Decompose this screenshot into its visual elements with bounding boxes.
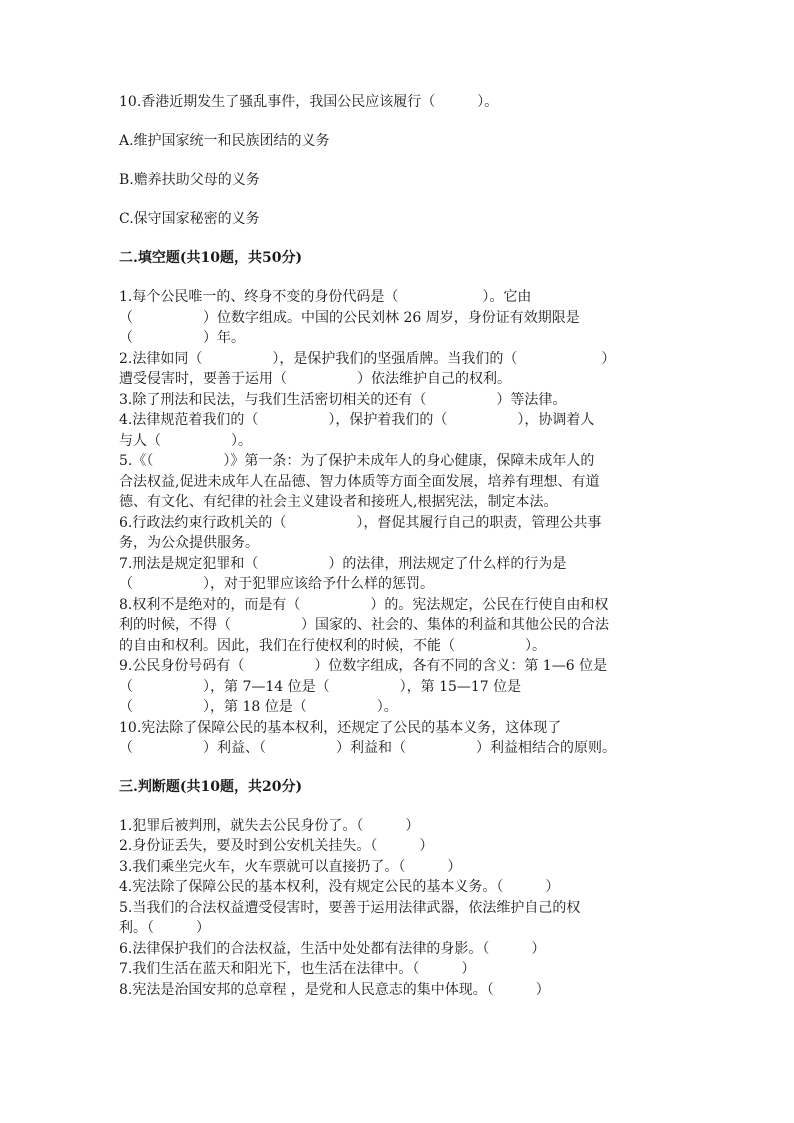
true-false-item (119, 939, 679, 960)
section-3-title: 三.判断题(共10题，共20分) (119, 778, 303, 795)
item-line: （ ）年。 (119, 330, 245, 346)
fill-blank-item (119, 718, 679, 759)
item-line: 5.当我们的合法权益遭受侵害时，要善于运用法律武器，依法维护自己的权 (119, 899, 581, 916)
item-line: 5.《（ ）》第一条：为了保护未成年人的身心健康，保障未成年人的 (119, 453, 595, 469)
option-b: B.赡养扶助父母的义务 (119, 172, 260, 188)
item-line: 的自由和权利。因此，我们在行使权利的时候，不能（ ）。 (119, 637, 546, 654)
true-false-list (119, 816, 679, 1001)
fill-blank-item (119, 595, 679, 657)
item-line: 德、有文化、有纪律的社会主义建设者和接班人,根据宪法，制定本法。 (119, 494, 558, 510)
fill-blank-item (119, 451, 679, 513)
item-line: 利的时候，不得（ ）国家的、社会的、集体的利益和其他公民的合法 (119, 617, 609, 633)
item-line: 4.宪法除了保障公民的基本权利，没有规定公民的基本义务。（ ） (119, 879, 560, 895)
true-false-item (119, 959, 679, 980)
item-line: 2.身份证丢失，要及时到公安机关挂失。（ ） (119, 838, 434, 854)
item-line: 3.除了刑法和民法，与我们生活密切相关的还有（ ）等法律。 (119, 391, 567, 408)
option-c: C.保守国家秘密的义务 (119, 211, 260, 227)
fill-blank-item (119, 554, 679, 595)
item-line: 7.刑法是规定犯罪和（ ）的法律，刑法规定了什么样的行为是 (119, 555, 567, 572)
item-line: 务，为公众提供服务。 (119, 535, 259, 551)
section-2-title: 二.填空题(共10题，共50分) (119, 250, 303, 266)
item-line: 8.权利不是绝对的，而是有（ ）的。宪法规定，公民在行使自由和权 (119, 596, 609, 613)
fill-blank-item (119, 349, 679, 390)
item-line: 2.法律如同（ ），是保护我们的坚强盾牌。当我们的（ ） (119, 350, 616, 367)
item-line: 1.犯罪后被判刑，就失去公民身份了。（ ） (119, 817, 420, 834)
fill-blank-item (119, 287, 679, 349)
true-false-item (119, 898, 679, 939)
item-line: 6.行政法约束行政机关的（ ），督促其履行自己的职责，管理公共事 (119, 514, 602, 531)
option-a: A.维护国家统一和民族团结的义务 (119, 133, 330, 149)
item-line: 9.公民身份号码有（ ）位数字组成，各有不同的含义：第 1—6 位是 (119, 658, 608, 674)
true-false-item (119, 877, 679, 898)
item-line: 遭受侵害时，要善于运用（ ）依法维护自己的权利。 (119, 371, 511, 387)
item-line: 4.法律规范着我们的（ ），保护着我们的（ ），协调着人 (119, 412, 595, 428)
item-line: 10.宪法除了保障公民的基本权利，还规定了公民的基本义务，这体现了 (119, 719, 562, 736)
item-line: （ ），第 7—14 位是（ ），第 15—17 位是 (119, 678, 522, 695)
exam-page (119, 92, 679, 1000)
item-line: （ ），对于犯罪应该给予什么样的惩罚。 (119, 576, 434, 592)
item-line: 1.每个公民唯一的、终身不变的身份代码是（ ）。它由 (119, 289, 532, 305)
fill-blank-list (119, 287, 679, 759)
fill-blank-item (119, 513, 679, 554)
item-line: 3.我们乘坐完火车，火车票就可以直接扔了。（ ） (119, 858, 462, 875)
true-false-item (119, 980, 679, 1001)
fill-blank-item (119, 410, 679, 451)
item-line: 合法权益,促进未成年人在品德、智力体质等方面全面发展，培养有理想、有道 (119, 473, 600, 490)
item-line: 利。（ ） (119, 920, 210, 936)
item-line: （ ）利益、（ ）利益和（ ）利益相结合的原则。 (119, 740, 616, 756)
true-false-item (119, 857, 679, 878)
question-10-stem: 10.香港近期发生了骚乱事件，我国公民应该履行（ ）。 (119, 94, 499, 110)
item-line: 与人（ ）。 (119, 432, 252, 449)
true-false-item (119, 836, 679, 857)
item-line: 6.法律保护我们的合法权益，生活中处处都有法律的身影。（ ） (119, 940, 546, 957)
item-line: 7.我们生活在蓝天和阳光下，也生活在法律中。（ ） (119, 961, 476, 977)
fill-blank-item (119, 656, 679, 718)
item-line: （ ）位数字组成。中国的公民刘林 26 周岁，身份证有效期限是 (119, 309, 580, 326)
item-line: （ ），第 18 位是（ ）。 (119, 699, 398, 715)
item-line: 8.宪法是治国安邦的总章程 ，是党和人民意志的集中体现。（ ） (119, 981, 550, 998)
true-false-item (119, 816, 679, 837)
fill-blank-item (119, 390, 679, 411)
